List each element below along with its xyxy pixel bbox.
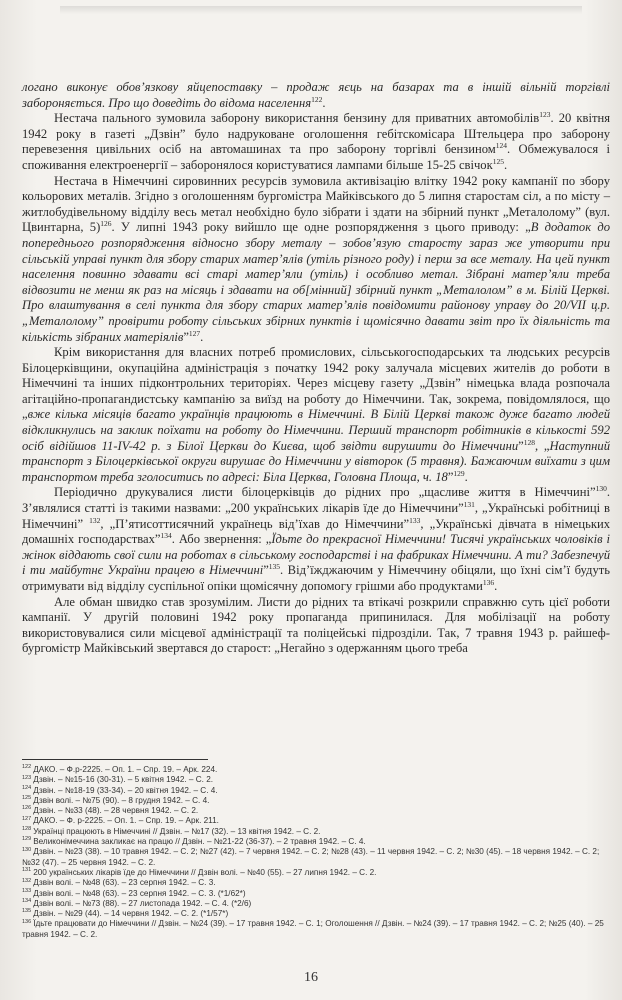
footnote	[22, 837, 612, 847]
text-run: . З’являлися статті із такими назвами: „200 українських лікарів їде до Німеччини”	[22, 485, 610, 516]
footnote-ref: 129	[453, 468, 465, 478]
footnote-ref: 128	[523, 437, 535, 447]
text-run: Крім використання для власних потреб промислових, сільськогосподарських та людських ресурсів Білоцерківщини, окупаційна адміністрація з початку 1942 року залучала місцевих жителів до роботи в Німеччині та інших підконтрольних територіях. Через місцеву газету „Дзвін” німецька влада розпочала агітаційно-пропагандистську кампанію за виїзд на роботу до Німеччини. Так, зокрема, повідомлялося, що „	[22, 345, 610, 422]
footnote-text: Дзвін волі. – №48 (63). – 23 серпня 1942. – С. 3. (*1/62*)	[33, 888, 246, 898]
footnote-text: Дзвін волі. – №48 (63). – 23 серпня 1942. – С. 3.	[33, 878, 216, 888]
text-run: ”	[518, 438, 524, 453]
footnote-ref: 125	[492, 156, 504, 166]
footnote	[22, 909, 612, 919]
text-run: Періодично друкувалися листи білоцерківців до рідних про „щасливе життя в Німеччині”	[54, 485, 596, 500]
footnote-text: 200 українських лікарів їде до Німеччини // Дзвін волі. – №40 (55). – 27 липня 1942. – С. 2.	[33, 867, 377, 877]
quoted-text: логано виконує обов’язкову яйцепоставку – продаж яєць на базарах та в іншій вільній торгівлі забороняється. Про що доведіть до відома населення	[22, 80, 610, 110]
text-run: Нестача в Німеччині сировинних ресурсів зумовила активізацію влітку 1942 року кампанії по збору кольорових металів. Згідно з оголошенням бургомістра Майківського до 5 липня старостам сіл, а по місту – житлобудівельному відділу весь метал необхідно було зібрати і здати на збірний пункт „Металолому” (вул. Цвинтарна, 5)	[22, 173, 610, 235]
paragraph	[22, 111, 610, 173]
footnote-number: 135	[22, 908, 32, 915]
quoted-text: В додаток до попереднього розпорядження відносно збору металу – зобов’язую старосту зараз же утворити при сільській управі пункт для збору старих матер’ялів (утіль різного роду) і перш за все металу. На цей пункт населення повинно здавати всі старі матер’яли (утіль) і особливо метал. Зібрані матер’яли треба відвозити не менш як раз на місяць і здавати на об[мінний] збірний пункт „Металолом” в м. Білій Церкві. Про влаштування в селі пункта для збору старих матер’ялів повідомити районову управу до 20/VII ц.р. „Металолому” провірити роботу сільських збірних пунктів і щомісячно давати звіт про їх діяльність та кількість зібраних матеріялів	[22, 220, 611, 344]
footnotes	[22, 765, 612, 940]
footnote	[22, 878, 612, 888]
footnote-number: 133	[22, 887, 32, 894]
text-run: .	[494, 579, 498, 593]
footnote-text: Дзвін волі. – №75 (90). – 8 грудня 1942. – С. 4.	[33, 795, 210, 805]
footnote-ref: 132	[89, 515, 101, 525]
footnote-text: ДАКО. – Ф. р-2225. – Оп. 1. – Спр. 19. – Арк. 211.	[33, 816, 219, 826]
footnote	[22, 775, 612, 785]
footnote-number: 127	[22, 815, 32, 822]
footnote	[22, 765, 612, 775]
footnote-text: Дзвін. – №33 (48). – 28 червня 1942. – С. 2.	[33, 806, 199, 816]
text-run: .	[503, 157, 508, 172]
paragraph	[22, 595, 610, 657]
paragraph	[22, 174, 610, 346]
footnote	[22, 899, 612, 909]
footnote-ref: 126	[100, 219, 112, 229]
footnote-number: 123	[22, 774, 32, 781]
text-run: . Обмежувалося і споживання електроенергії – заборонялося користуватися лампами більше 15-25 свічок	[22, 142, 611, 172]
paragraph	[22, 485, 610, 594]
body-text	[22, 80, 610, 657]
footnote-ref: 133	[409, 515, 421, 525]
footnote-text: Їдьте працювати до Німеччини // Дзвін. – №24 (39). – 17 травня 1942. – С. 1; Оголошення // Дзвін. – №24 (39). – 17 травня 1942. – С. 2; №25 (40). – 25 травня 1942. – С. 2.	[22, 919, 604, 939]
footnote-ref: 123	[539, 110, 551, 119]
footnote-number: 126	[22, 805, 32, 812]
text-run: . Від’їжджаючим у Німеччину обіцяли, що їхні сім’ї будуть отримувати від відділу суспільної опіки щомісячну допомогу грішми або продуктами	[22, 563, 611, 593]
paragraph	[22, 80, 610, 111]
text-run: ”	[263, 563, 269, 578]
footnote	[22, 796, 612, 806]
footnote-text: Дзвін. – №15-16 (30-31). – 5 квітня 1942. – С. 2.	[33, 775, 214, 785]
footnote	[22, 786, 612, 796]
footnote-number: 129	[22, 836, 32, 843]
text-run: . 20 квітня 1942 року в газеті „Дзвін” було надруковане оголошення гебітскомісара Штельцера про заборону перевезення цивільних осіб на автомашинах та про заборону торгівлі бензином	[22, 111, 611, 157]
footnote-text: Дзвін. – №23 (38). – 10 травня 1942. – С. 2; №27 (42). – 7 червня 1942. – С. 2; №28 (43). – 11 червня 1942. – С. 2; №30 (45). – 18 червня 1942. – С. 2; №32 (47). – 25 червня 1942. – С. 2.	[22, 847, 600, 867]
text-run: ”	[447, 469, 454, 484]
text-run: Але обман швидко став зрозумілим. Листи до рідних та втікачі розкрили справжню суть цієї роботи кампанії. У другій половині 1942 року пропаганда припинилася. Для мобілізації на роботу використовувалися сили місцевої адміністрації та поліцейські підрозділи. Так, 7 травня 1943 р. райшеф-бургомістр Майківський звертався до старост: „Негайно з одержанням цього треба	[22, 594, 610, 656]
footnote-ref: 122	[311, 94, 323, 104]
footnote-text: Українці працюють в Німеччині // Дзвін. – №17 (32). – 13 квітня 1942. – С. 2.	[33, 826, 321, 836]
text-run: , „Українські дівчата в німецьких домашніх господарствах”	[22, 516, 610, 547]
footnote-number: 134	[22, 898, 32, 905]
text-run: . У липні 1943 року вийшло ще одне розпорядження з цього приводу: „	[111, 220, 531, 235]
footnote	[22, 919, 612, 940]
footnote-ref: 127	[188, 328, 201, 338]
footnote-text: Дзвін. – №29 (44). – 14 червня 1942. – С. 2. (*1/57*)	[33, 909, 229, 919]
footnote-number: 124	[22, 784, 32, 791]
footnote-number: 130	[22, 846, 32, 853]
footnote-text: ДАКО. – Ф.р-2225. – Оп. 1. – Спр. 19. – Арк. 224.	[33, 765, 218, 774]
footnote-number: 122	[22, 764, 32, 771]
footnote-text: Дзвін волі. – №73 (88). – 27 листопада 1942. – С. 4. (*2/6)	[33, 898, 252, 908]
footnote-number: 128	[22, 826, 32, 833]
footnote-ref: 135	[268, 562, 281, 572]
footnote	[22, 847, 612, 868]
text-run: .	[200, 329, 204, 344]
footnote-number: 136	[22, 918, 32, 925]
quoted-text: Наступний транспорт з Білоцерківської округи вирушає до Німеччини у вівторок (5 травня). Бажаючим виїхати з цим транспортом треба зголоситись по адресі: Біла Церква, Головна Площа, ч. 18	[22, 438, 611, 484]
text-run: .	[464, 469, 468, 484]
footnote-text: Дзвін. – №18-19 (33-34). – 20 квітня 1942. – С. 4.	[33, 785, 218, 795]
text-run: , „Українські робітниці в Німеччині”	[22, 501, 610, 531]
footnote	[22, 868, 612, 878]
footnote-ref: 136	[482, 577, 495, 587]
text-run: . Або звернення: „	[171, 532, 272, 547]
footnote	[22, 806, 612, 816]
text-run: .	[322, 95, 326, 110]
scan-top-shadow	[60, 6, 582, 14]
footnote-number: 125	[22, 795, 32, 802]
footnote-ref: 134	[160, 531, 172, 541]
text-run: Нестача пального зумовила заборону використання бензину для приватних автомобілів	[54, 111, 540, 126]
footnote	[22, 827, 612, 837]
footnote	[22, 816, 612, 826]
quoted-text: Їдьте до прекрасної Німеччини! Тисячі українських чоловіків і жінок віддають свої сили на роботах в сільському господарстві і на фабриках Німеччини. А ти? Забезпечуй і ти майбутнє України працею в Німеччині	[22, 532, 610, 578]
footnote-ref: 131	[463, 499, 475, 509]
footnote	[22, 889, 612, 899]
footnote-number: 131	[22, 867, 32, 874]
footnote-separator	[22, 759, 208, 760]
quoted-text: вже кілька місяців багато українців працюють в Німеччині. В Білій Церкві також дуже багато людей відкликнулись на заклик поїхати на роботу до Німеччини. Перший транспорт робітників в кількості 592 осіб відійшов 11-IV-42 р. з Білої Церкви до Києва, щоб звідти вирушити до Німеччини	[22, 407, 610, 453]
footnote-number: 132	[22, 877, 32, 884]
footnote-ref: 124	[495, 141, 507, 151]
paragraph	[22, 345, 610, 485]
footnote-ref: 130	[595, 484, 607, 494]
page-number: 16	[304, 970, 318, 985]
text-run: , „	[534, 438, 550, 453]
text-run: ”	[183, 329, 189, 344]
text-run: , „П’ятисоттисячний українець від’їхав до Німеччини”	[100, 516, 410, 531]
footnote-text: Великонімеччина закликає на працю // Дзвін. – №21-22 (36-37). – 2 травня 1942. – С. 4.	[33, 837, 366, 847]
